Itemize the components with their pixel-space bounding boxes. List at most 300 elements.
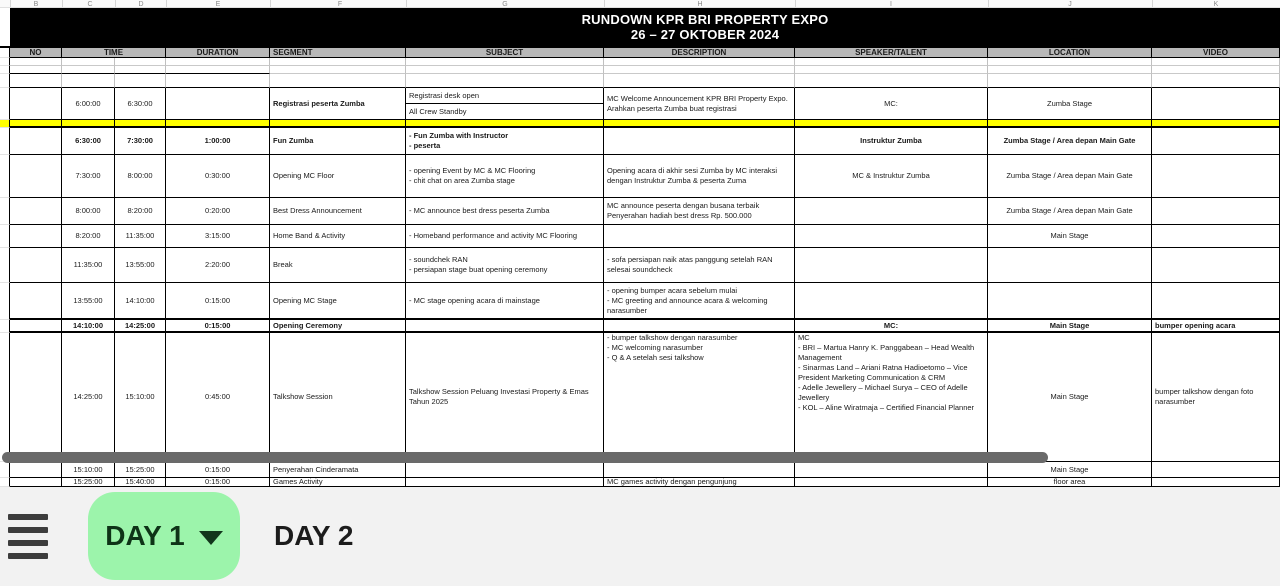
cell-t1[interactable] [62,320,115,333]
column-letter: F [337,1,343,8]
row-header-gutter [0,320,10,333]
cell-no[interactable] [10,333,62,462]
cell-text: - MC greeting and announce acara & welcoming narasumber [607,295,768,315]
cell-desc[interactable] [604,198,795,225]
cell-seg[interactable] [270,88,406,120]
cell-vid[interactable] [1152,283,1280,320]
cell-vid[interactable] [1152,248,1280,283]
cell-text: 0:30:00 [204,171,231,180]
cell-text: floor area [1053,478,1086,486]
cell-text: 0:15:00 [204,295,231,305]
cell-t2[interactable] [115,248,166,283]
cell-text: - soundchek RAN [409,255,468,264]
cell-vid[interactable] [1152,478,1280,487]
table-row [0,120,1280,128]
cell-text: 15:10:00 [73,464,103,474]
cell-no[interactable] [10,283,62,320]
cell-vid[interactable] [1152,320,1280,333]
chevron-down-icon [199,531,223,545]
cell-t2[interactable] [115,74,166,88]
sheet-title-cell[interactable] [10,8,1280,46]
cell-subj[interactable] [406,66,604,74]
sheet-tab-bar [0,487,1280,586]
cell-t1[interactable] [62,66,115,74]
cell-text: 0:20:00 [204,206,231,215]
cell-text: MC: [883,320,899,330]
row-header-gutter [0,462,10,478]
cell-text: 15:40:00 [125,478,155,486]
horizontal-scrollbar[interactable] [2,452,1048,463]
cell-vid[interactable] [1152,333,1280,462]
row-header-gutter [0,66,10,74]
cell-text: 0:15:00 [204,478,231,486]
cell-text: - peserta [409,141,441,150]
cell-loc[interactable] [988,198,1152,225]
column-grid-line [115,0,116,7]
column-letter-strip [0,0,1280,8]
cell-text: Instruktur Zumba [860,136,922,145]
cell-dur[interactable] [166,128,270,155]
cell-text: Penyerahan hadiah best dress Rp. 500.000 [607,211,752,220]
cell-text: 15:10:00 [125,392,155,401]
title-line-1: RUNDOWN KPR BRI PROPERTY EXPO [581,12,829,27]
cell-text: 14:25:00 [124,320,156,330]
column-header-no: NO [10,48,62,58]
cell-text: Opening MC Stage [273,295,337,305]
column-letter: D [138,1,144,8]
cell-seg[interactable] [270,58,406,66]
cell-seg[interactable] [270,320,406,333]
cell-t1[interactable] [62,155,115,198]
cell-subj[interactable] [406,74,604,88]
cell-dur[interactable] [166,198,270,225]
cell-seg[interactable] [270,283,406,320]
cell-desc[interactable] [604,128,795,155]
cell-loc[interactable] [988,283,1152,320]
column-grid-line [988,0,989,7]
cell-dur[interactable] [166,248,270,283]
cell-text: 15:25:00 [73,478,103,486]
cell-text: Games Activity [273,478,323,486]
cell-text: 7:30:00 [127,136,153,145]
cell-vid[interactable] [1152,74,1280,88]
cell-dur[interactable] [166,462,270,478]
cell-subj[interactable] [406,198,604,225]
cell-no[interactable] [10,74,62,88]
column-letter: J [1068,1,1072,8]
cell-desc[interactable] [604,58,795,66]
cell-vid[interactable] [1152,128,1280,155]
table-row [0,225,1280,248]
cell-text: 14:10:00 [125,295,155,305]
table-row [0,283,1280,320]
table-row [0,198,1280,225]
cell-spk[interactable] [795,225,988,248]
column-header-subject: SUBJECT [406,48,604,58]
cell-loc[interactable] [988,462,1152,478]
cell-spk[interactable] [795,88,988,120]
cell-spk[interactable] [795,66,988,74]
cell-subj[interactable] [406,120,604,128]
cell-text: - Homeband performance and activity MC Flooring [409,231,577,240]
cell-desc[interactable] [604,320,795,333]
cell-text: 8:00:00 [75,206,101,215]
cell-dur[interactable] [166,333,270,462]
cell-t2[interactable] [115,225,166,248]
table-row [0,248,1280,283]
cell-text: 11:35:00 [73,260,103,269]
row-header-gutter [0,333,10,462]
cell-text: Talkshow Session Peluang Investasi Property & Emas Tahun 2025 [409,387,589,406]
cell-text: 8:00:00 [127,171,153,180]
cell-text: Zumba Stage / Area depan Main Gate [1003,136,1136,145]
cell-text: - opening Event by MC & MC Flooring [409,166,536,175]
cell-text: 0:45:00 [204,392,231,401]
cell-text: Main Stage [1049,320,1090,330]
cell-desc[interactable] [604,74,795,88]
cell-t2[interactable] [115,66,166,74]
cell-desc[interactable] [604,248,795,283]
cell-seg[interactable] [270,155,406,198]
column-letter: C [87,1,93,8]
column-letter: E [215,1,221,8]
cell-spk[interactable] [795,478,988,487]
table-row [0,58,1280,66]
cell-text: Penyerahan Cinderamata [273,464,359,474]
cell-text: MC & Instruktur Zumba [852,171,930,180]
cell-t1[interactable] [62,225,115,248]
row-header-gutter [0,248,10,283]
cell-text: - bumper talkshow dengan narasumber [607,333,738,342]
cell-subj[interactable] [406,283,604,320]
cell-dur[interactable] [166,88,270,120]
cell-dur[interactable] [166,478,270,487]
table-row [0,88,1280,120]
hamburger-icon [8,514,48,520]
column-header-video: VIDEO [1152,48,1280,58]
cell-desc[interactable] [604,283,795,320]
column-header-description: DESCRIPTION [604,48,795,58]
cell-t1[interactable] [62,120,115,128]
column-grid-line [795,0,796,7]
cell-spk[interactable] [795,74,988,88]
cell-seg[interactable] [270,333,406,462]
column-header-location: LOCATION [988,48,1152,58]
cell-text: 6:30:00 [127,98,153,108]
cell-loc[interactable] [988,248,1152,283]
cell-text: - MC announce best dress peserta Zumba [409,206,550,215]
cell-text: 3:15:00 [204,231,231,240]
cell-subj[interactable] [406,155,604,198]
row-header-gutter [0,198,10,225]
cell-text: 1:00:00 [204,136,231,145]
cell-spk[interactable] [795,155,988,198]
cell-no[interactable] [10,225,62,248]
cell-t2[interactable] [115,120,166,128]
cell-text: Best Dress Announcement [273,206,362,215]
cell-t1[interactable] [62,283,115,320]
cell-t2[interactable] [115,462,166,478]
table-header-row [0,46,1280,58]
cell-text: Zumba Stage / Area depan Main Gate [1006,171,1133,180]
cell-text: - Q & A setelah sesi talkshow [607,353,704,362]
cell-t1[interactable] [62,248,115,283]
cell-no[interactable] [10,88,62,120]
cell-t1[interactable] [62,462,115,478]
column-grid-line [166,0,167,7]
cell-text: Talkshow Session [273,392,333,401]
cell-seg[interactable] [270,478,406,487]
cell-text: Fun Zumba [273,136,314,145]
cell-t1[interactable] [62,198,115,225]
cell-dur[interactable] [166,283,270,320]
cell-text: - Adelle Jewellery – Michael Surya – CEO of Adelle Jewellery [798,383,968,402]
cell-dur[interactable] [166,58,270,66]
cell-t2[interactable] [115,333,166,462]
cell-vid[interactable] [1152,462,1280,478]
title-line-2: 26 – 27 OKTOBER 2024 [630,27,780,42]
cell-dur[interactable] [166,225,270,248]
table-row [0,74,1280,88]
cell-vid[interactable] [1152,120,1280,128]
cell-text: - sofa persiapan naik atas panggung setelah RAN selesai soundcheck [607,255,773,274]
column-grid-line [270,0,271,7]
cell-text: 6:30:00 [75,136,101,145]
cell-text: - Fun Zumba with Instructor [409,131,509,140]
column-grid-line [1152,0,1153,7]
row-header-gutter [0,225,10,248]
cell-t2[interactable] [115,198,166,225]
column-letter: I [890,1,892,8]
cell-loc[interactable] [988,128,1152,155]
cell-subj[interactable] [406,478,604,487]
cell-loc[interactable] [988,320,1152,333]
cell-t2[interactable] [115,478,166,487]
column-grid-line [604,0,605,7]
row-header-gutter [0,48,10,58]
cell-no[interactable] [10,155,62,198]
cell-dur[interactable] [166,120,270,128]
cell-loc[interactable] [988,478,1152,487]
cell-t2[interactable] [115,58,166,66]
cell-no[interactable] [10,462,62,478]
cell-seg[interactable] [270,198,406,225]
cell-spk[interactable] [795,198,988,225]
cell-text: 8:20:00 [75,231,101,240]
cell-text: 11:35:00 [125,231,155,240]
row-header-gutter [0,478,10,487]
cell-spk[interactable] [795,58,988,66]
cell-loc[interactable] [988,225,1152,248]
cell-text: 14:10:00 [72,320,104,330]
cell-subj[interactable] [406,128,604,155]
cell-text: MC games activity dengan pengunjung [607,478,737,486]
cell-text: Registrasi desk open [406,88,603,104]
cell-vid[interactable] [1152,66,1280,74]
sheets-menu-button[interactable] [8,514,48,559]
cell-subj[interactable] [406,333,604,462]
cell-text: 0:15:00 [204,464,231,474]
cell-text: Home Band & Activity [273,231,346,240]
cell-vid[interactable] [1152,198,1280,225]
cell-desc[interactable] [604,88,795,120]
cell-t1[interactable] [62,74,115,88]
cell-subj[interactable] [406,58,604,66]
cell-no[interactable] [10,128,62,155]
cell-no[interactable] [10,198,62,225]
cell-text: - Sinarmas Land – Ariani Ratna Hadioetomo – Vice President Marketing Communication & CRM [798,363,968,382]
cell-spk[interactable] [795,120,988,128]
cell-no[interactable] [10,478,62,487]
cell-text: - chit chat on area Zumba stage [409,176,515,185]
cell-text: 6:00:00 [75,98,101,108]
table-row [0,478,1280,487]
column-header-segment: SEGMENT [270,48,406,58]
cell-text: bumper talkshow dengan foto narasumber [1155,387,1254,406]
cell-loc[interactable] [988,333,1152,462]
cell-text: 14:25:00 [73,392,103,401]
cell-text: All Crew Standby [409,106,467,116]
cell-t1[interactable] [62,88,115,120]
cell-subj[interactable] [406,248,604,283]
tab-day-1-label: DAY 1 [105,520,185,551]
cell-spk[interactable] [795,128,988,155]
cell-text: bumper opening acara [1155,320,1236,330]
cell-t2[interactable] [115,320,166,333]
cell-t1[interactable] [62,333,115,462]
cell-text: 0:15:00 [204,320,231,330]
cell-no[interactable] [10,248,62,283]
cell-text: Zumba Stage / Area depan Main Gate [1006,206,1133,215]
cell-text: - opening bumper acara sebelum mulai [607,285,738,295]
cell-t1[interactable] [62,478,115,487]
cell-t2[interactable] [115,283,166,320]
table-row [0,128,1280,155]
column-letter: H [697,1,703,8]
cell-spk[interactable] [795,462,988,478]
cell-t1[interactable] [62,128,115,155]
cell-seg[interactable] [270,248,406,283]
row-header-gutter [0,128,10,155]
tab-day-2-label: DAY 2 [274,520,354,551]
cell-seg[interactable] [270,128,406,155]
cell-loc[interactable] [988,155,1152,198]
cell-text: 13:55:00 [73,295,103,305]
cell-text: 13:55:00 [125,260,155,269]
column-header-duration: DURATION [166,48,270,58]
cell-text: MC Welcome Announcement KPR BRI Property Expo. [607,93,788,103]
cell-desc[interactable] [604,120,795,128]
cell-text: - BRI – Martua Hanry K. Panggabean – Head Wealth Management [798,343,975,362]
cell-seg[interactable] [270,120,406,128]
tab-day-1[interactable] [88,492,240,580]
cell-loc[interactable] [988,58,1152,66]
cell-desc[interactable] [604,225,795,248]
cell-vid[interactable] [1152,155,1280,198]
cell-text: Registrasi peserta Zumba [273,98,365,108]
column-header-speaker-talent: SPEAKER/TALENT [795,48,988,58]
cell-subj[interactable] [406,88,604,120]
column-letter: G [502,1,508,8]
cell-seg[interactable] [270,74,406,88]
cell-loc[interactable] [988,88,1152,120]
cell-no[interactable] [10,120,62,128]
cell-text: - MC stage opening acara di mainstage [409,295,540,305]
row-header-gutter [0,155,10,198]
table-row [0,66,1280,74]
tab-day-2[interactable] [274,492,353,580]
cell-desc[interactable] [604,462,795,478]
cell-t2[interactable] [115,155,166,198]
column-letter: B [33,1,39,8]
cell-seg[interactable] [270,225,406,248]
cell-subj[interactable] [406,462,604,478]
row-header-gutter [0,88,10,120]
cell-t2[interactable] [115,128,166,155]
row-header-gutter [0,74,10,88]
cell-text: Main Stage [1050,231,1089,240]
row-header-gutter [0,120,10,128]
cell-vid[interactable] [1152,58,1280,66]
cell-text: Opening MC Floor [273,171,335,180]
cell-text: - KOL – Aline Wiratmaja – Certified Financial Planner [798,403,975,412]
column-header-time: TIME [62,48,166,58]
cell-t2[interactable] [115,88,166,120]
cell-text: Main Stage [1050,392,1089,401]
cell-text: MC [798,333,810,342]
cell-text: 2:20:00 [204,260,231,269]
cell-no[interactable] [10,58,62,66]
cell-subj[interactable] [406,320,604,333]
cell-desc[interactable] [604,333,795,462]
table-row [0,333,1280,462]
row-header-gutter [0,283,10,320]
cell-dur[interactable] [166,74,270,88]
cell-dur[interactable] [166,320,270,333]
cell-seg[interactable] [270,66,406,74]
cell-text: MC: [884,98,898,108]
cell-no[interactable] [10,66,62,74]
cell-dur[interactable] [166,155,270,198]
cell-vid[interactable] [1152,88,1280,120]
cell-text: 8:20:00 [127,206,153,215]
cell-desc[interactable] [604,66,795,74]
cell-spk[interactable] [795,283,988,320]
cell-text: - MC welcoming narasumber [607,343,703,352]
cell-loc[interactable] [988,120,1152,128]
cell-seg[interactable] [270,462,406,478]
cell-spk[interactable] [795,333,988,462]
cell-loc[interactable] [988,66,1152,74]
cell-dur[interactable] [166,66,270,74]
cell-desc[interactable] [604,155,795,198]
cell-spk[interactable] [795,248,988,283]
cell-text: Opening Ceremony [273,320,343,330]
cell-t1[interactable] [62,58,115,66]
cell-text: Zumba Stage [1046,98,1093,108]
cell-vid[interactable] [1152,225,1280,248]
cell-subj[interactable] [406,225,604,248]
cell-desc[interactable] [604,478,795,487]
cell-spk[interactable] [795,320,988,333]
cell-text: Arahkan peserta Zumba buat registrasi [607,103,737,113]
column-letter: K [1213,1,1219,8]
cell-no[interactable] [10,320,62,333]
column-grid-line [406,0,407,7]
table-row [0,462,1280,478]
column-grid-line [10,0,11,7]
cell-loc[interactable] [988,74,1152,88]
